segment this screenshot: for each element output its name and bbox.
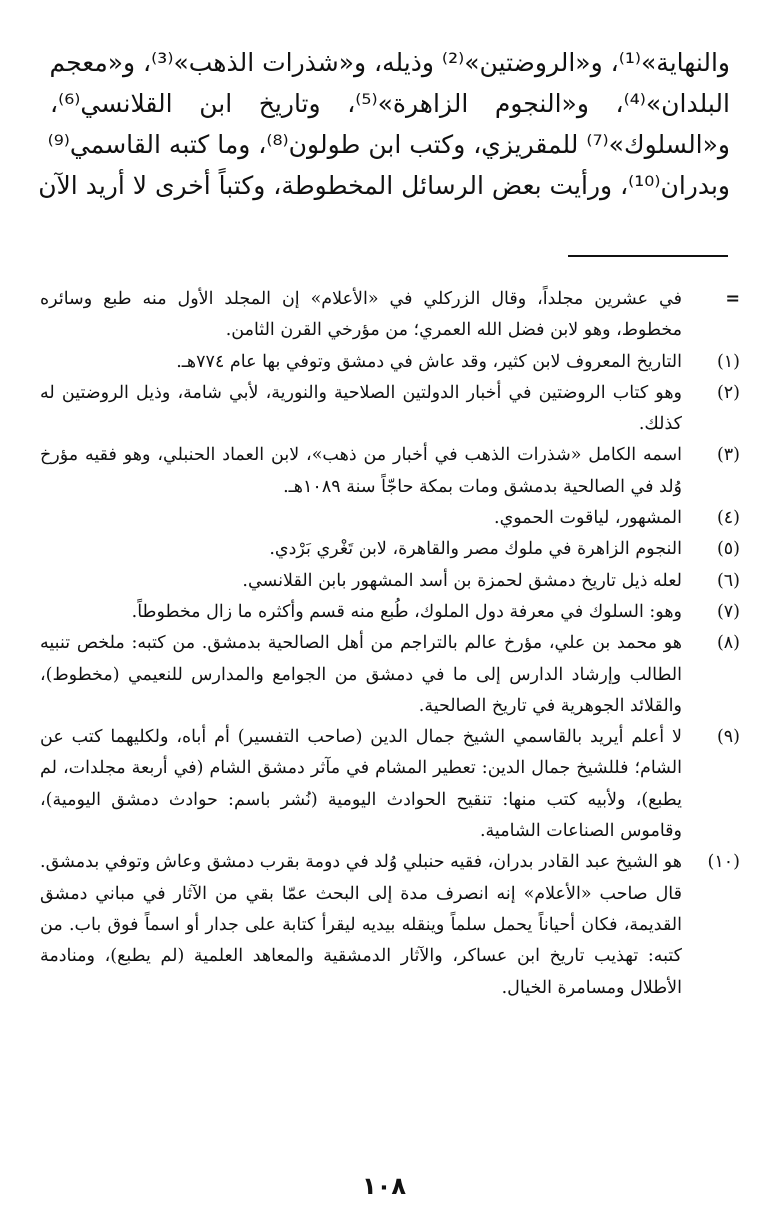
footnote-5	[40, 534, 740, 565]
footnote-marker: (٣)	[716, 445, 740, 466]
footnote-text: في عشرين مجلداً، وقال الزركلي في «الأعلام» إن المجلد الأول منه طبع وسائره مخطوط، وهو لابن فضل الله العمري؛ من مؤرخي القرن الثامن.	[40, 289, 682, 341]
footnote-10	[40, 847, 740, 1003]
footnote-text: هو الشيخ عبد القادر بدران، فقيه حنبلي وُلد في دومة بقرب دمشق وعاش وتوفي بدمشق. قال صاحب «الأعلام» إنه انصرف مدة إلى البحث عمّا بقي من الآثار في مباني دمشق القديمة، فكان أحياناً يحمل سلماً وينقله بيديه ليقرأ كتابة على جدار أو اسماً فوق باب. من كتبه: تهذيب تاريخ ابن عساكر، والآثار الدمشقية والمعاهد العلمية (لم يطبع)، ومنادمة الأطلال ومسامرة الخيال.	[40, 852, 682, 998]
footnote-8	[40, 628, 740, 722]
footnote-9	[40, 722, 740, 847]
footnote-marker: (١٠)	[707, 852, 740, 873]
footnotes-section	[40, 284, 740, 1004]
main-text-block	[38, 42, 730, 206]
footnote-marker: (٢)	[716, 382, 740, 403]
footnote-separator	[568, 255, 728, 257]
footnote-text: لعله ذيل تاريخ دمشق لحمزة بن أسد المشهور بابن القلانسي.	[242, 570, 682, 591]
footnote-marker: =	[725, 289, 740, 309]
footnote-text: لا أعلم أيريد بالقاسمي الشيخ جمال الدين (صاحب التفسير) أم أباه، ولكليهما كتب عن الشام؛ فللشيخ جمال الدين: تعطير المشام في مآثر دمشق الشام (في أربعة مجلدات، لم يطبع)، ولأبيه كتب منها: تنقيح الحوادث اليومية (نُشر باسم: حوادث دمشق اليومية)، وقاموس الصناعات الشامية.	[40, 727, 682, 842]
footnote-marker: (٨)	[716, 633, 740, 654]
footnote-text: التاريخ المعروف لابن كثير، وقد عاش في دمشق وتوفي بها عام ٧٧٤هـ.	[176, 351, 682, 372]
footnote-continuation	[40, 284, 740, 347]
footnote-text: هو محمد بن علي، مؤرخ عالم بالتراجم من أهل الصالحية بدمشق. من كتبه: ملخص تنبيه الطالب وإرشاد الدارس إلى ما في دمشق من الجوامع والمدارس للنعيمي (مخطوط)، والقلائد الجوهرية في تاريخ الصالحية.	[40, 633, 682, 716]
footnote-1	[40, 347, 740, 378]
footnote-text: اسمه الكامل «شذرات الذهب في أخبار من ذهب»، لابن العماد الحنبلي، وهو فقيه مؤرخ وُلد في الصالحية بدمشق ومات بمكة حاجّاً سنة ١٠٨٩هـ.	[40, 445, 682, 497]
footnote-marker: (٥)	[716, 539, 740, 560]
footnote-text: وهو كتاب الروضتين في أخبار الدولتين الصلاحية والنورية، لأبي شامة، وذيل الروضتين له كذلك.	[40, 382, 682, 435]
footnote-6	[40, 566, 740, 597]
footnote-text: المشهور، لياقوت الحموي.	[494, 508, 682, 529]
main-text-line: البلدان»⁽⁴⁾، و«النجوم الزاهرة»⁽⁵⁾، وتاريخ ابن القلانسي⁽⁶⁾،	[50, 89, 730, 118]
main-text-line: وبدران⁽¹⁰⁾، ورأيت بعض الرسائل المخطوطة، وكتباً أخرى لا أريد الآن	[38, 171, 730, 200]
footnote-text: النجوم الزاهرة في ملوك مصر والقاهرة، لابن تَغْري بَرْدي.	[269, 539, 682, 560]
footnote-marker: (١)	[716, 351, 740, 372]
footnote-text: وهو: السلوك في معرفة دول الملوك، طُبع منه قسم وأكثره ما زال مخطوطاً.	[131, 601, 682, 622]
footnote-4	[40, 503, 740, 534]
footnote-marker: (٧)	[716, 601, 740, 622]
footnote-marker: (٩)	[716, 727, 740, 748]
footnote-2	[40, 378, 740, 441]
main-text-line: و«السلوك»⁽⁷⁾ للمقريزي، وكتب ابن طولون⁽⁸⁾، وما كتبه القاسمي⁽⁹⁾	[47, 130, 730, 159]
footnote-marker: (٤)	[716, 508, 740, 529]
footnote-3	[40, 440, 740, 503]
footnote-7	[40, 597, 740, 628]
footnote-marker: (٦)	[716, 570, 740, 591]
page-number: ١٠٨	[362, 1172, 406, 1200]
main-text-line: والنهاية»⁽¹⁾، و«الروضتين»⁽²⁾ وذيله، و«شذرات الذهب»⁽³⁾، و«معجم	[49, 48, 730, 77]
